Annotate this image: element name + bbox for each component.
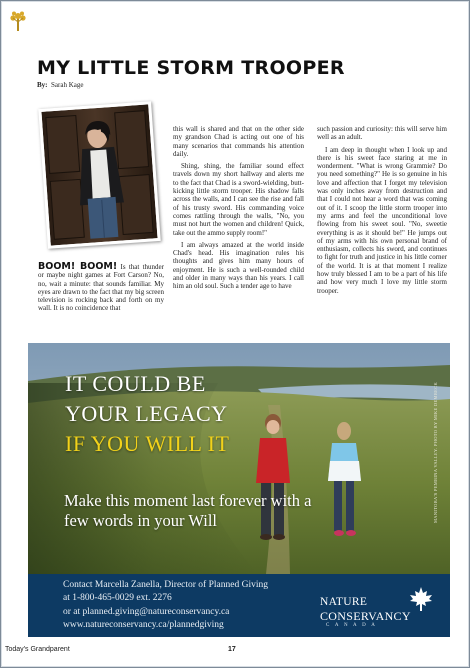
- boy-portrait-image: [41, 104, 157, 245]
- byline: [37, 81, 83, 89]
- contact-line-email[interactable]: or at planned.giving@natureconservancy.ca: [63, 607, 230, 617]
- footer-magazine-name: Today's Grandparent: [5, 646, 70, 653]
- ad-headline-3: IF YOU WILL IT: [65, 431, 230, 456]
- ad-message: Make this moment last forever with a few words in your Will: [64, 491, 312, 530]
- boom-heading: BOOM! BOOM!: [38, 261, 118, 272]
- nature-conservancy-logo[interactable]: [320, 584, 442, 630]
- tree-logo-icon: [9, 10, 27, 32]
- column-2-paragraph-1: this wall is shared and that on the other side my grandson Chad is acting out one of his many scenarios that commands his attention daily.: [173, 125, 304, 158]
- article-column-1: [38, 263, 164, 317]
- nature-conservancy-ad[interactable]: [28, 343, 450, 637]
- logo-nature-text: NATURE: [320, 596, 368, 608]
- logo-conservancy-text: CONSERVANCY: [320, 609, 411, 623]
- contact-line-phone[interactable]: at 1-800-465-0029 ext. 2276: [63, 593, 172, 603]
- column-3-paragraph-2: I am deep in thought when I look up and there is his sweet face staring at me in wonderment. "What is wrong Grammie? Do you need something?" He is so genuine in his love and affection that I forget my television was only inches away from destruction and that I could not hear a word that was coming out of it. I scoop the little storm trooper into my arms and feel the unconditional love flowing from his sweet soul. "No, sweetie everything is as it should be!" He jumps out of my arms with his own personal brand of enthusiasm, collects his sword, and continues to fight for truth and justice in his little corner of the world. It is at that moment I realize how truly blessed I am to be a part of his life and how very much I love my little storm trooper.: [317, 145, 447, 295]
- ad-contact-bar: [28, 574, 450, 637]
- ad-headline-1: IT COULD BE: [65, 371, 206, 396]
- footer-page-number: 17: [228, 646, 236, 653]
- article-photo: [38, 101, 160, 249]
- article-title: MY LITTLE STORM TROOPER: [37, 57, 345, 79]
- maple-leaf-icon: [408, 586, 434, 612]
- byline-prefix: By:: [37, 81, 48, 89]
- column-2-paragraph-2: Shing, shing, the familiar sound effect travels down my short hallway and alerts me to the fact that Chad is a sword-wielding, butt-kicking little storm trooper. His shadow falls across the walls, and I can see the rise and fall of his trusty sword. His commanding voice comes rattling through the walls, "No, you must not hurt the women and children! Quick, take out the ammo supply room!": [173, 162, 304, 237]
- contact-line-website[interactable]: www.natureconservancy.ca/plannedgiving: [63, 620, 224, 630]
- ad-headline-2: YOUR LEGACY: [65, 401, 228, 426]
- photo-credit: MANITOBA'S PEMBINA VALLEY. PHOTO BY MIKE DEMBECK: [433, 381, 438, 523]
- article-column-3: [317, 125, 447, 299]
- column-3-paragraph-1: such passion and curiosity: this will serve him well as an adult.: [317, 125, 447, 142]
- byline-author: Sarah Kage: [51, 81, 84, 89]
- article-column-2: [173, 125, 304, 295]
- column-1-text: Is that thunder or maybe night games at Fort Carson? No, no, wait a minute: that sounds familiar. My eyes are drawn to the fact that my big screen television is rocking back and forth on my wall. It is no coincidence that: [38, 263, 164, 313]
- column-2-paragraph-3: I am always amazed at the world inside Chad's head. His imagination rules his thoughts and gives him many hours of enjoyment. He is such a well-rounded child and older in many ways than his years. I call him an old soul. Such a tender age to have: [173, 240, 304, 291]
- logo-canada-text: CANADA: [326, 623, 381, 628]
- contact-line-name: Contact Marcella Zanella, Director of Planned Giving: [63, 580, 268, 590]
